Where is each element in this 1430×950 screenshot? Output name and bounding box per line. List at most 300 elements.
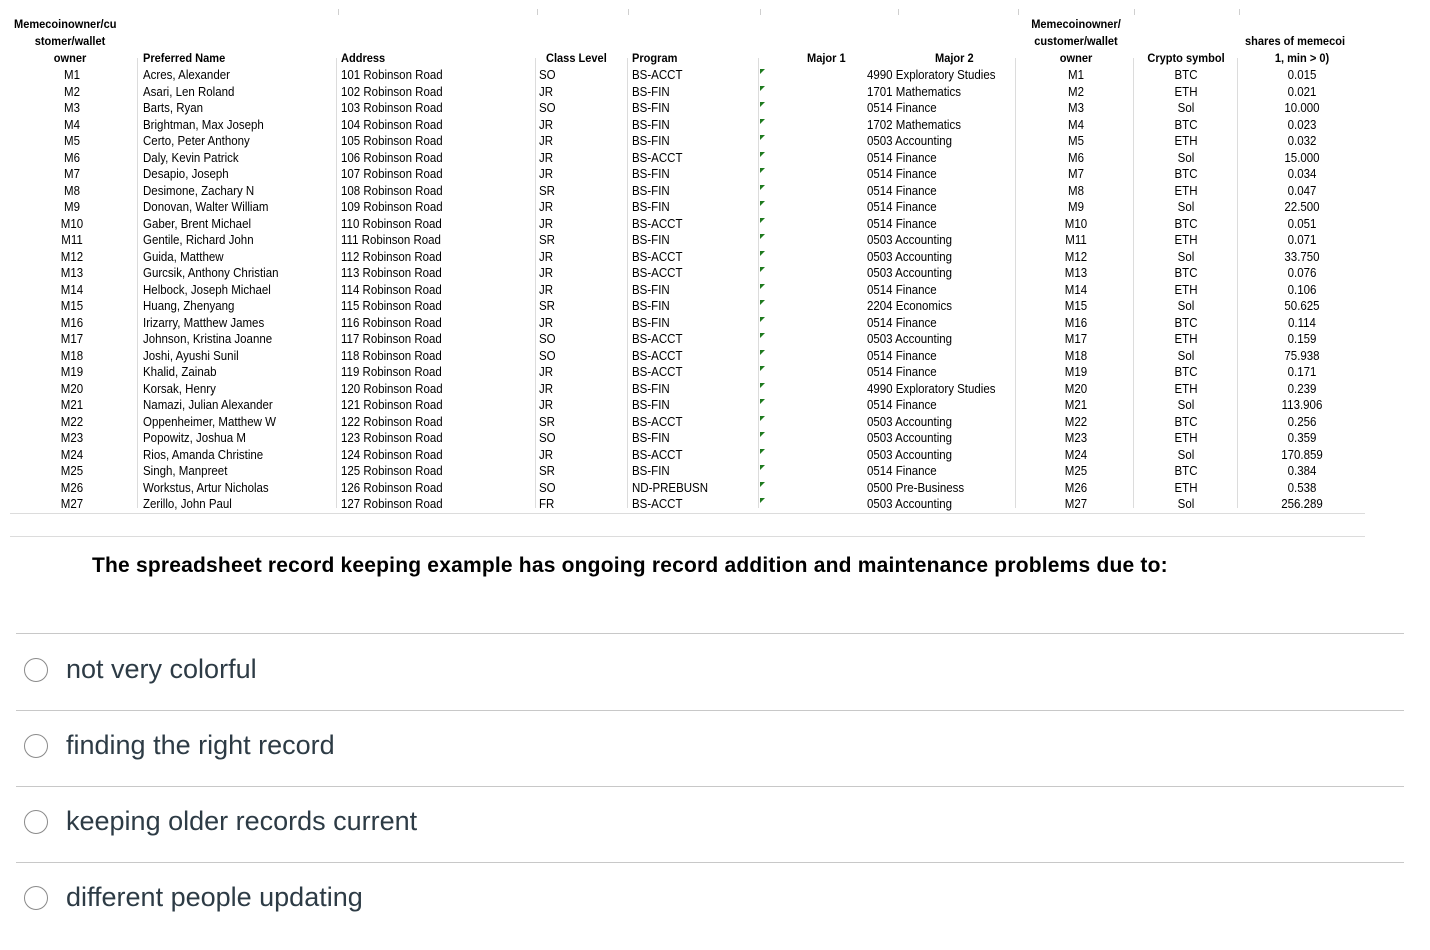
cell-crypto: BTC	[1174, 117, 1198, 132]
cell-crypto: Sol	[1177, 200, 1195, 214]
cell-program: BS-FIN	[632, 398, 670, 412]
cell-owner: M17	[60, 332, 84, 346]
cell-crypto: BTC	[1174, 414, 1198, 429]
cell-crypto: Sol	[1177, 497, 1195, 511]
cell-major2: 0500 Pre-Business	[867, 480, 965, 495]
cell-shares: 10.000	[1284, 101, 1320, 115]
cell-crypto: Sol	[1177, 299, 1195, 313]
header-program: Program	[632, 51, 678, 65]
cell-owner2: M19	[1064, 365, 1088, 379]
cell-owner2: M17	[1064, 332, 1088, 346]
header-shares-line2: 1, min > 0)	[1274, 51, 1330, 65]
cell-comment-marker	[760, 119, 765, 124]
cell-crypto: BTC	[1174, 464, 1198, 478]
cell-owner2: M16	[1064, 315, 1088, 330]
cell-name: Desimone, Zachary N	[143, 183, 255, 198]
cell-name: Korsak, Henry	[143, 381, 216, 396]
cell-major2: 0514 Finance	[867, 200, 937, 214]
cell-name: Huang, Zhenyang	[143, 299, 235, 313]
cell-comment-marker	[760, 168, 765, 173]
cell-major2: 0503 Accounting	[867, 249, 953, 264]
cell-shares: 0.106	[1287, 282, 1317, 297]
cell-class-level: SO	[539, 68, 556, 82]
cell-owner: M4	[64, 117, 80, 132]
cell-program: BS-FIN	[632, 84, 670, 99]
cell-major2: 2204 Economics	[867, 299, 953, 313]
cell-program: BS-ACCT	[632, 216, 683, 231]
cell-shares: 170.859	[1281, 447, 1323, 462]
cell-shares: 0.256	[1287, 414, 1317, 429]
cell-owner: M18	[60, 348, 84, 363]
cell-major2: 0514 Finance	[867, 464, 937, 478]
header-major1: Major 1	[807, 51, 846, 65]
cell-crypto: ETH	[1174, 381, 1198, 396]
cell-comment-marker	[760, 449, 765, 454]
cell-owner2: M13	[1064, 266, 1088, 280]
cell-comment-marker	[760, 152, 765, 157]
cell-owner2: M3	[1068, 101, 1084, 115]
cell-class-level: JR	[539, 282, 554, 297]
cell-name: Oppenheimer, Matthew W	[143, 414, 276, 429]
cell-crypto: Sol	[1177, 398, 1195, 412]
cell-shares: 50.625	[1284, 299, 1320, 313]
cell-owner2: M7	[1068, 167, 1084, 181]
cell-address: 106 Robinson Road	[341, 150, 443, 165]
cell-owner: M12	[60, 249, 84, 264]
option-divider	[16, 633, 1404, 634]
cell-name: Barts, Ryan	[143, 101, 204, 115]
cell-class-level: JR	[539, 398, 554, 412]
cell-class-level: SR	[539, 464, 555, 478]
cell-comment-marker	[760, 234, 765, 239]
column-tick	[537, 9, 538, 15]
cell-crypto: BTC	[1174, 216, 1198, 231]
cell-owner: M3	[64, 101, 80, 115]
cell-owner: M20	[60, 381, 84, 396]
cell-shares: 0.359	[1287, 431, 1317, 445]
cell-owner2: M23	[1064, 431, 1088, 445]
cell-major2: 0503 Accounting	[867, 414, 953, 429]
cell-program: BS-ACCT	[632, 414, 683, 429]
cell-shares: 0.071	[1287, 233, 1317, 247]
cell-comment-marker	[760, 300, 765, 305]
cell-major2: 0503 Accounting	[867, 332, 953, 346]
cell-address: 125 Robinson Road	[341, 464, 443, 478]
cell-name: Gurcsik, Anthony Christian	[143, 266, 279, 280]
cell-class-level: JR	[539, 200, 554, 214]
cell-address: 117 Robinson Road	[341, 332, 442, 346]
answer-option[interactable]	[16, 868, 1404, 928]
cell-shares: 0.032	[1287, 134, 1317, 148]
cell-major2: 0514 Finance	[867, 365, 937, 379]
cell-program: BS-ACCT	[632, 365, 683, 379]
cell-owner: M2	[64, 84, 80, 99]
answer-label: keeping older records current	[66, 806, 418, 836]
answer-option[interactable]	[16, 640, 1404, 700]
cell-class-level: JR	[539, 134, 554, 148]
header-shares-line1: shares of memecoi	[1245, 34, 1346, 48]
question-text: The spreadsheet record keeping example has ongoing record addition and maintenance problems due to:	[92, 554, 1168, 577]
header-owner2-line1: Memecoinowner/	[1031, 17, 1121, 31]
cell-crypto: ETH	[1174, 183, 1198, 198]
cell-owner: M7	[64, 167, 80, 181]
cell-major2: 0514 Finance	[867, 101, 937, 115]
cell-major2: 0503 Accounting	[867, 233, 953, 247]
cell-name: Namazi, Julian Alexander	[143, 398, 273, 412]
cell-comment-marker	[760, 383, 765, 388]
cell-program: BS-FIN	[632, 431, 670, 445]
cell-address: 113 Robinson Road	[341, 266, 442, 280]
grid-line	[10, 536, 1365, 537]
cell-class-level: SR	[539, 299, 555, 313]
cell-comment-marker	[760, 366, 765, 371]
cell-shares: 0.023	[1287, 117, 1317, 132]
cell-crypto: Sol	[1177, 348, 1195, 363]
cell-shares: 0.114	[1288, 315, 1316, 330]
cell-owner: M11	[61, 233, 83, 247]
cell-program: BS-FIN	[632, 101, 670, 115]
cell-crypto: ETH	[1174, 84, 1198, 99]
grid-line	[1237, 58, 1238, 508]
cell-comment-marker	[760, 267, 765, 272]
cell-comment-marker	[760, 69, 765, 74]
cell-owner2: M21	[1064, 398, 1088, 412]
cell-shares: 0.021	[1287, 84, 1317, 99]
radio-button[interactable]	[24, 810, 48, 834]
cell-shares: 113.906	[1281, 398, 1323, 412]
cell-owner2: M24	[1064, 447, 1088, 462]
cell-program: BS-ACCT	[632, 68, 683, 82]
option-divider	[16, 862, 1404, 863]
cell-shares: 15.000	[1284, 150, 1320, 165]
cell-address: 108 Robinson Road	[341, 183, 443, 198]
cell-name: Singh, Manpreet	[143, 464, 228, 478]
cell-shares: 75.938	[1284, 348, 1320, 363]
cell-crypto: Sol	[1177, 447, 1195, 462]
cell-crypto: Sol	[1177, 249, 1195, 264]
grid-line	[336, 58, 337, 508]
cell-comment-marker	[760, 416, 765, 421]
cell-owner2: M12	[1064, 249, 1088, 264]
cell-class-level: SO	[539, 101, 556, 115]
cell-major2: 4990 Exploratory Studies	[867, 381, 996, 396]
cell-shares: 22.500	[1284, 200, 1320, 214]
header-preferred-name: Preferred Name	[143, 51, 226, 65]
cell-address: 119 Robinson Road	[341, 365, 442, 379]
cell-program: BS-FIN	[632, 464, 670, 478]
cell-owner2: M4	[1068, 117, 1084, 132]
cell-major2: 0503 Accounting	[867, 431, 953, 445]
cell-name: Donovan, Walter William	[143, 200, 269, 214]
cell-owner: M13	[60, 266, 84, 280]
cell-owner: M5	[64, 134, 80, 148]
cell-address: 118 Robinson Road	[341, 348, 442, 363]
cell-class-level: SO	[539, 431, 556, 445]
cell-owner: M22	[60, 414, 84, 429]
answer-label: not very colorful	[66, 654, 257, 684]
cell-owner2: M22	[1064, 414, 1088, 429]
cell-crypto: BTC	[1174, 315, 1198, 330]
answer-option[interactable]	[16, 792, 1404, 852]
header-crypto-symbol: Crypto symbol	[1147, 51, 1225, 65]
cell-owner2: M25	[1064, 464, 1088, 478]
cell-owner2: M8	[1068, 183, 1084, 198]
cell-owner2: M11	[1065, 233, 1087, 247]
cell-comment-marker	[760, 102, 765, 107]
cell-address: 107 Robinson Road	[341, 167, 443, 181]
cell-address: 104 Robinson Road	[341, 117, 443, 132]
cell-crypto: ETH	[1174, 332, 1198, 346]
grid-line	[758, 58, 759, 508]
cell-class-level: JR	[539, 266, 554, 280]
answer-label: different people updating	[66, 882, 363, 912]
column-tick	[1239, 9, 1240, 15]
cell-owner: M23	[60, 431, 84, 445]
grid-line	[535, 58, 536, 508]
cell-class-level: JR	[539, 447, 554, 462]
cell-address: 123 Robinson Road	[341, 431, 443, 445]
cell-name: Khalid, Zainab	[143, 365, 217, 379]
cell-program: BS-FIN	[632, 167, 670, 181]
cell-owner: M21	[60, 398, 84, 412]
cell-name: Desapio, Joseph	[143, 167, 229, 181]
cell-major2: 0514 Finance	[867, 348, 937, 363]
cell-shares: 0.384	[1287, 464, 1317, 478]
cell-crypto: BTC	[1174, 167, 1198, 181]
cell-owner: M8	[64, 183, 80, 198]
cell-crypto: ETH	[1174, 134, 1198, 148]
header-owner2-line2: customer/wallet	[1034, 34, 1118, 48]
cell-shares: 0.015	[1287, 68, 1317, 82]
cell-program: BS-FIN	[632, 134, 670, 148]
cell-shares: 0.034	[1287, 167, 1317, 181]
cell-shares: 0.076	[1287, 266, 1317, 280]
cell-class-level: SR	[539, 233, 555, 247]
cell-major2: 0514 Finance	[867, 282, 937, 297]
cell-comment-marker	[760, 135, 765, 140]
cell-address: 101 Robinson Road	[341, 68, 443, 82]
cell-name: Gentile, Richard John	[143, 233, 254, 247]
cell-class-level: SR	[539, 183, 555, 198]
cell-crypto: ETH	[1174, 431, 1198, 445]
cell-program: BS-ACCT	[632, 447, 683, 462]
cell-program: BS-ACCT	[632, 332, 683, 346]
cell-program: BS-ACCT	[632, 497, 683, 511]
column-tick	[338, 9, 339, 15]
cell-address: 109 Robinson Road	[341, 200, 443, 214]
cell-name: Irizarry, Matthew James	[143, 315, 265, 330]
header-owner-line1: Memecoinowner/cu	[14, 17, 117, 31]
cell-comment-marker	[760, 317, 765, 322]
cell-address: 124 Robinson Road	[341, 447, 443, 462]
cell-owner: M25	[60, 464, 84, 478]
cell-major2: 0503 Accounting	[867, 266, 953, 280]
cell-owner: M6	[64, 150, 80, 165]
cell-major2: 0514 Finance	[867, 150, 937, 165]
cell-major2: 0514 Finance	[867, 183, 937, 198]
cell-address: 122 Robinson Road	[341, 414, 443, 429]
cell-address: 111 Robinson Road	[341, 233, 441, 247]
header-owner-line2: stomer/wallet	[34, 34, 106, 48]
cell-crypto: Sol	[1177, 101, 1195, 115]
answer-label: finding the right record	[66, 730, 335, 760]
cell-name: Popowitz, Joshua M	[143, 431, 246, 445]
cell-owner: M15	[60, 299, 84, 313]
column-tick	[628, 9, 629, 15]
cell-program: BS-FIN	[632, 282, 670, 297]
cell-shares: 33.750	[1284, 249, 1320, 264]
cell-comment-marker	[760, 432, 765, 437]
cell-major2: 0514 Finance	[867, 315, 937, 330]
cell-address: 121 Robinson Road	[341, 398, 443, 412]
cell-class-level: JR	[539, 249, 554, 264]
cell-address: 116 Robinson Road	[341, 315, 442, 330]
cell-owner2: M15	[1064, 299, 1088, 313]
cell-address: 127 Robinson Road	[341, 497, 443, 511]
cell-owner: M16	[60, 315, 84, 330]
cell-major2: 4990 Exploratory Studies	[867, 68, 996, 82]
radio-button[interactable]	[24, 886, 48, 910]
cell-owner: M9	[64, 200, 80, 214]
cell-class-level: JR	[539, 315, 554, 330]
cell-class-level: JR	[539, 365, 554, 379]
cell-owner2: M27	[1064, 497, 1088, 511]
cell-owner2: M14	[1064, 282, 1088, 297]
cell-owner: M10	[60, 216, 84, 231]
cell-owner2: M10	[1064, 216, 1088, 231]
cell-address: 105 Robinson Road	[341, 134, 443, 148]
cell-crypto: Sol	[1177, 150, 1195, 165]
cell-address: 110 Robinson Road	[341, 216, 442, 231]
cell-class-level: SO	[539, 332, 556, 346]
cell-class-level: JR	[539, 84, 554, 99]
cell-major2: 1701 Mathematics	[867, 84, 961, 99]
grid-line	[10, 513, 1365, 514]
radio-button[interactable]	[24, 658, 48, 682]
option-divider	[16, 710, 1404, 711]
cell-owner: M19	[60, 365, 84, 379]
radio-button[interactable]	[24, 734, 48, 758]
cell-class-level: SO	[539, 348, 556, 363]
cell-name: Johnson, Kristina Joanne	[143, 332, 273, 346]
cell-program: BS-FIN	[632, 299, 670, 313]
cell-comment-marker	[760, 465, 765, 470]
cell-name: Acres, Alexander	[143, 68, 230, 82]
header-address: Address	[341, 51, 386, 65]
cell-comment-marker	[760, 498, 765, 503]
cell-crypto: BTC	[1174, 68, 1198, 82]
grid-line	[627, 58, 628, 508]
cell-major2: 0514 Finance	[867, 216, 937, 231]
cell-comment-marker	[760, 251, 765, 256]
cell-name: Brightman, Max Joseph	[143, 117, 264, 132]
cell-shares: 256.289	[1281, 497, 1323, 511]
cell-address: 120 Robinson Road	[341, 381, 443, 396]
cell-owner: M27	[60, 497, 84, 511]
cell-owner: M1	[64, 68, 80, 82]
cell-address: 102 Robinson Road	[341, 84, 443, 99]
cell-address: 126 Robinson Road	[341, 480, 443, 495]
cell-address: 114 Robinson Road	[341, 282, 442, 297]
cell-name: Zerillo, John Paul	[143, 497, 232, 511]
cell-comment-marker	[760, 284, 765, 289]
cell-program: BS-ACCT	[632, 348, 683, 363]
cell-major2: 0503 Accounting	[867, 497, 953, 511]
cell-address: 115 Robinson Road	[341, 299, 442, 313]
cell-owner2: M18	[1064, 348, 1088, 363]
cell-class-level: JR	[539, 117, 554, 132]
grid-line	[1133, 58, 1134, 508]
cell-name: Workstus, Artur Nicholas	[143, 480, 269, 495]
cell-major2: 0514 Finance	[867, 398, 937, 412]
cell-name: Asari, Len Roland	[143, 84, 235, 99]
cell-name: Rios, Amanda Christine	[143, 447, 264, 462]
cell-address: 103 Robinson Road	[341, 101, 443, 115]
cell-address: 112 Robinson Road	[341, 249, 442, 264]
cell-owner: M26	[60, 480, 84, 495]
cell-program: BS-FIN	[632, 117, 670, 132]
cell-major2: 0514 Finance	[867, 167, 937, 181]
cell-owner2: M2	[1068, 84, 1084, 99]
cell-name: Gaber, Brent Michael	[143, 216, 252, 231]
cell-program: BS-FIN	[632, 233, 670, 247]
cell-comment-marker	[760, 399, 765, 404]
cell-class-level: JR	[539, 381, 554, 396]
cell-crypto: ETH	[1174, 480, 1198, 495]
cell-class-level: FR	[539, 497, 555, 511]
cell-comment-marker	[760, 185, 765, 190]
cell-class-level: SR	[539, 414, 555, 429]
cell-class-level: SO	[539, 480, 556, 495]
cell-owner: M14	[60, 282, 84, 297]
option-divider	[16, 786, 1404, 787]
cell-program: BS-ACCT	[632, 266, 683, 280]
cell-class-level: JR	[539, 216, 554, 231]
cell-program: BS-ACCT	[632, 249, 683, 264]
cell-class-level: JR	[539, 167, 554, 181]
cell-shares: 0.159	[1287, 332, 1317, 346]
cell-owner: M24	[60, 447, 84, 462]
answer-option[interactable]	[16, 716, 1404, 776]
header-owner-line3: owner	[53, 51, 87, 65]
cell-owner2: M20	[1064, 381, 1088, 396]
cell-name: Guida, Matthew	[143, 249, 224, 264]
cell-program: BS-FIN	[632, 315, 670, 330]
cell-crypto: BTC	[1174, 266, 1198, 280]
cell-owner2: M9	[1068, 200, 1084, 214]
cell-owner2: M26	[1064, 480, 1088, 495]
cell-shares: 0.171	[1287, 365, 1317, 379]
cell-shares: 0.239	[1287, 381, 1317, 396]
column-tick	[760, 9, 761, 15]
cell-major2: 0503 Accounting	[867, 134, 953, 148]
cell-owner2: M1	[1068, 68, 1084, 82]
cell-program: ND-PREBUSN	[632, 480, 709, 495]
cell-owner2: M5	[1068, 134, 1084, 148]
cell-shares: 0.538	[1287, 480, 1317, 495]
cell-owner2: M6	[1068, 150, 1084, 165]
cell-crypto: ETH	[1174, 282, 1198, 297]
cell-major2: 0503 Accounting	[867, 447, 953, 462]
column-tick	[898, 9, 899, 15]
cell-program: BS-FIN	[632, 200, 670, 214]
cell-shares: 0.047	[1287, 183, 1317, 198]
column-tick	[1018, 9, 1019, 15]
cell-program: BS-ACCT	[632, 150, 683, 165]
cell-crypto: BTC	[1174, 365, 1198, 379]
cell-comment-marker	[760, 350, 765, 355]
cell-crypto: ETH	[1174, 233, 1198, 247]
